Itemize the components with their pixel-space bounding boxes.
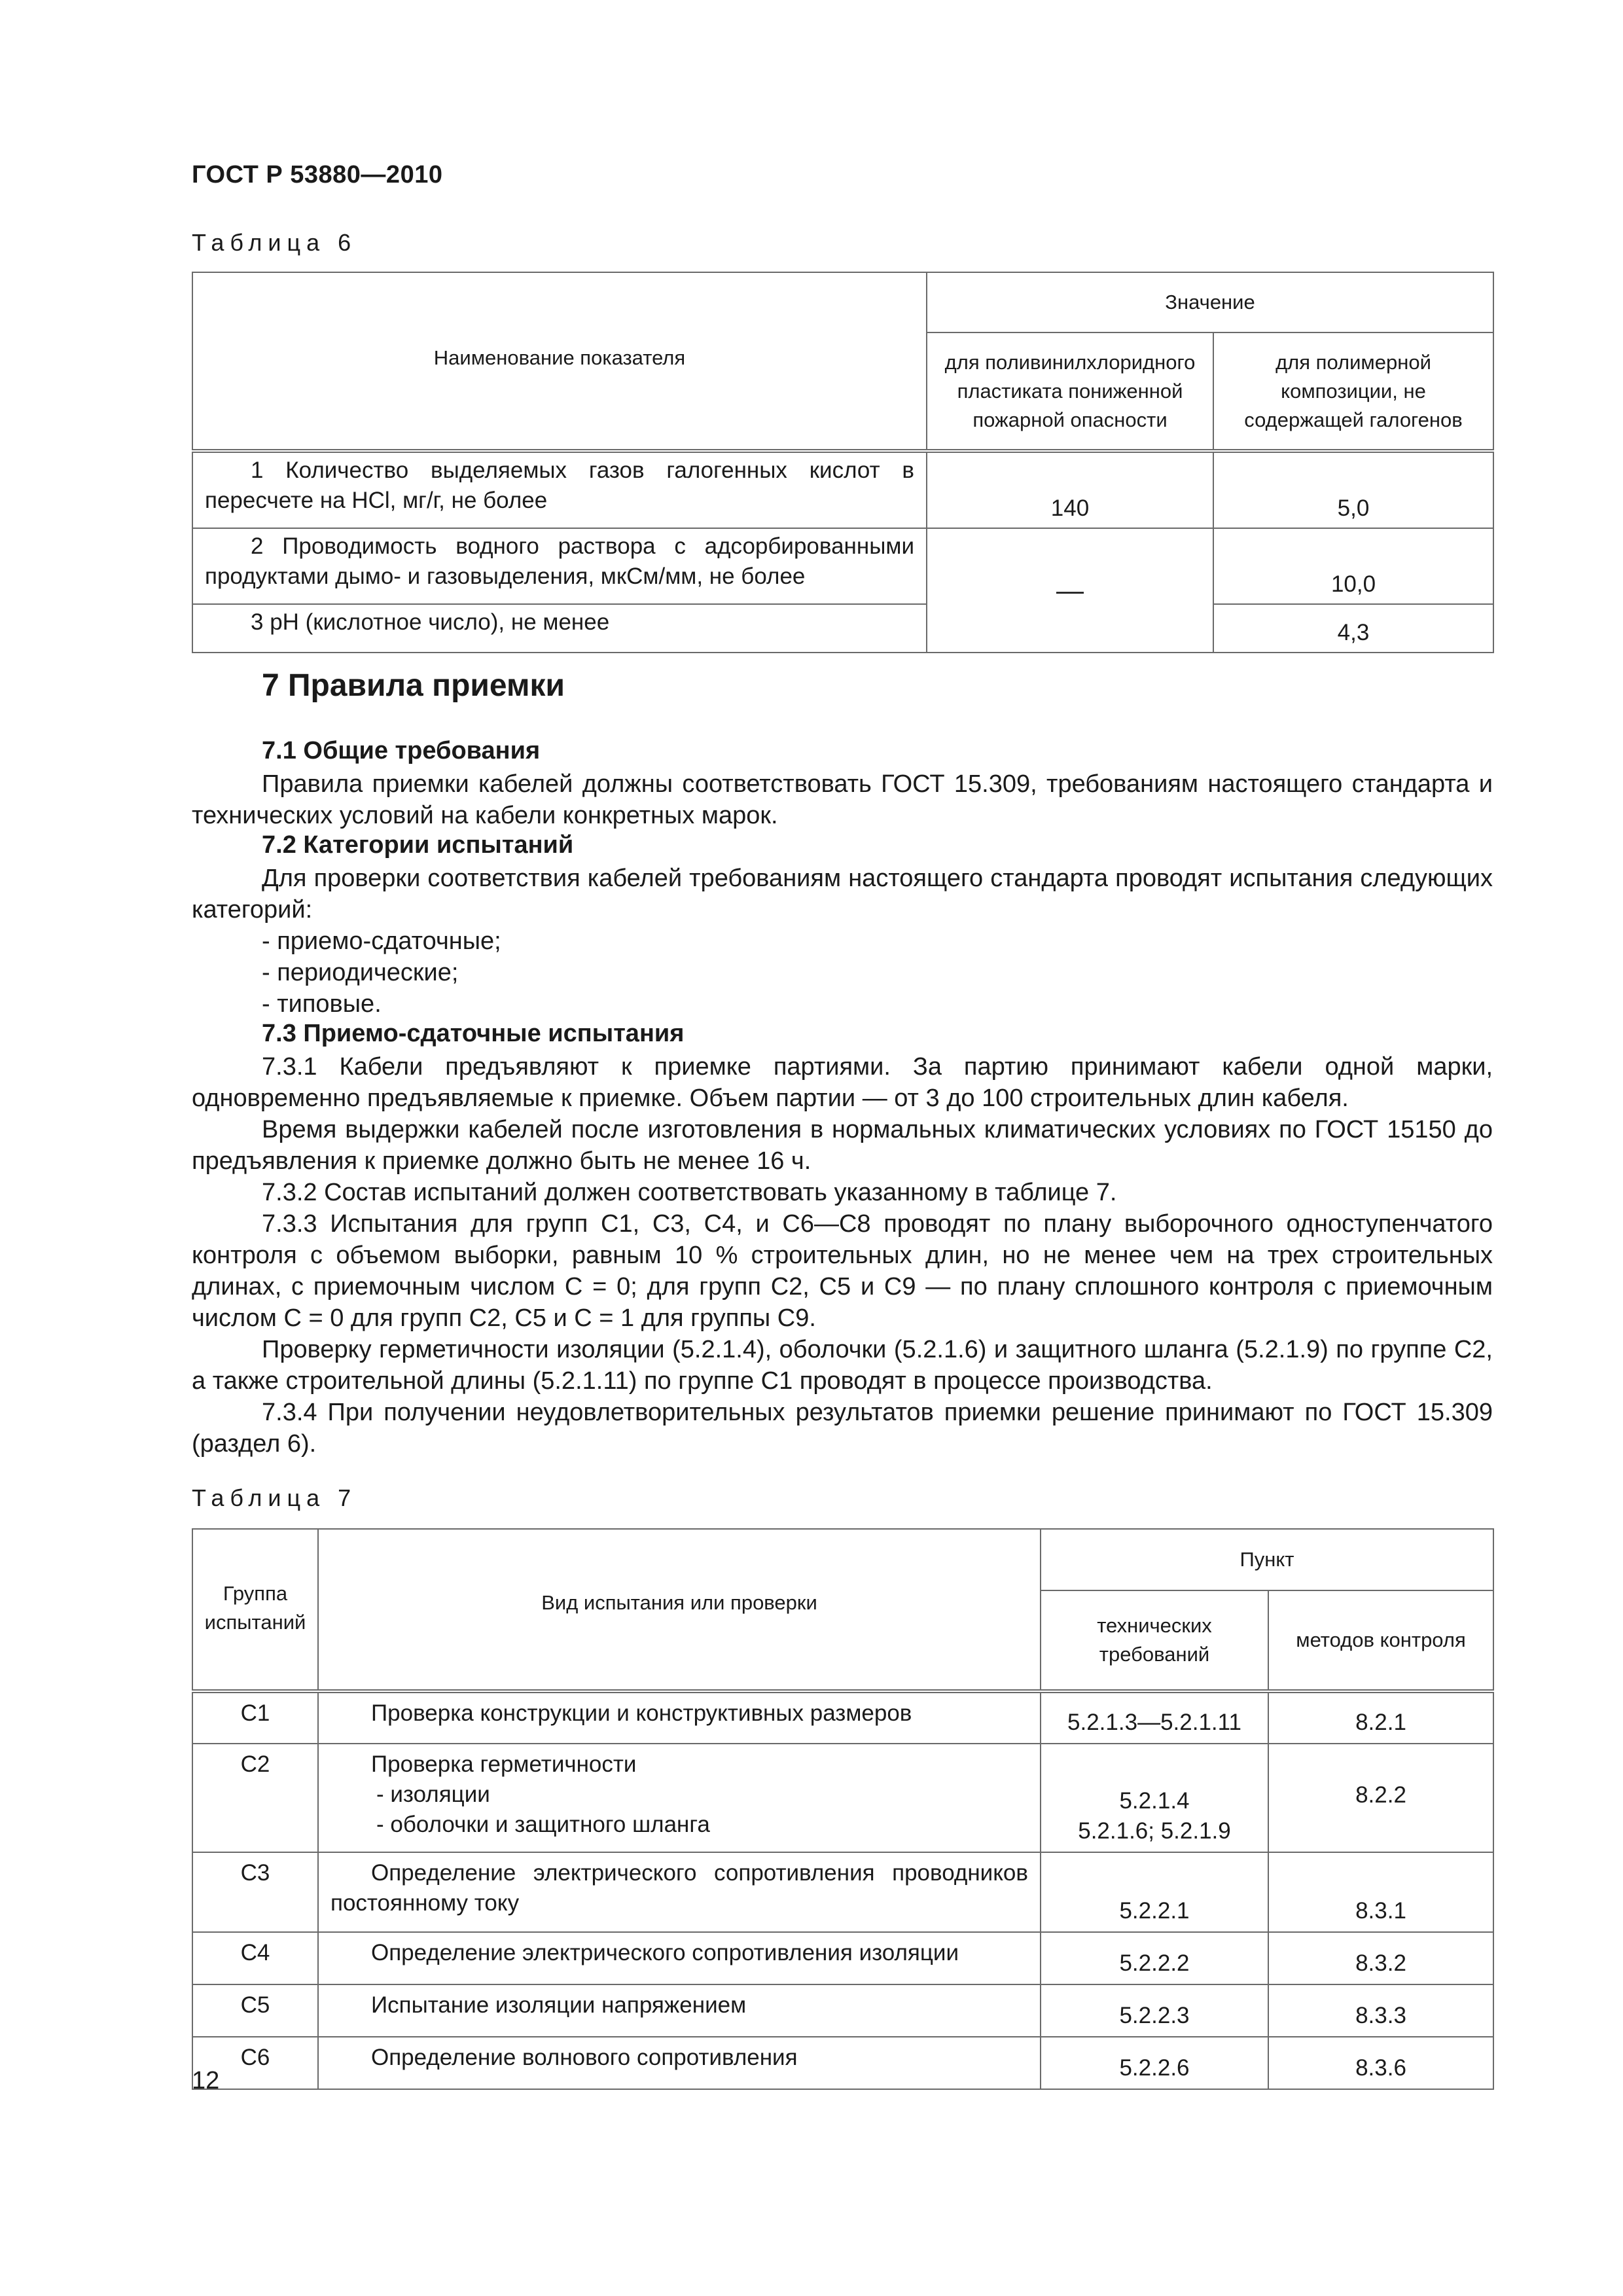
list-item: - периодические;	[262, 959, 459, 986]
paragraph-7-3-1-b: Время выдержки кабелей после изготовления в нормальных климатических условиях по ГОСТ 15150 до предъявления к приемке должно быть не менее 16 ч.	[192, 1116, 1493, 1175]
table7-row5-method: 8.3.3	[1268, 1984, 1493, 2037]
table7-header-group: Группа испытаний	[192, 1529, 318, 1691]
document-id: ГОСТ Р 53880—2010	[192, 161, 443, 188]
table7-header-methods: методов контроля	[1268, 1590, 1493, 1691]
table7-row2-kind-sub1: - изоляции	[376, 1782, 490, 1807]
table7-row5-kind: Испытание изоляции напряжением	[318, 1984, 1041, 2037]
table6-row2-pvc: —	[927, 528, 1213, 653]
table-row	[192, 1852, 1493, 1932]
table7-row2-kind-sub2: - оболочки и защитного шланга	[376, 1812, 710, 1837]
subsection-7-2-title: 7.2 Категории испытаний	[262, 831, 574, 859]
table7-row6-tech: 5.2.2.6	[1041, 2037, 1268, 2089]
table6-row2-name: 2 Проводимость водного раствора с адсорбированными продуктами дымо- и газовыделения, мкСм/мм, не более	[192, 528, 927, 604]
paragraph-7-1: Правила приемки кабелей должны соответствовать ГОСТ 15.309, требованиям настоящего стандарта и технических условий на кабели конкретных марок.	[192, 770, 1493, 829]
table6-row2-polymer: 10,0	[1213, 528, 1493, 604]
table7-row2-kind	[318, 1744, 1041, 1852]
table7-row2-tech-1: 5.2.1.4	[1119, 1788, 1190, 1814]
table7-caption: Таблица 7	[192, 1484, 357, 1511]
table7-row1-kind: Проверка конструкции и конструктивных размеров	[318, 1691, 1041, 1744]
table7-row2-group: С2	[192, 1744, 318, 1852]
table6-row3-name: 3 pH (кислотное число), не менее	[192, 604, 927, 653]
table7-row3-method: 8.3.1	[1268, 1852, 1493, 1932]
paragraph-7-2: Для проверки соответствия кабелей требованиям настоящего стандарта проводят испытания следующих категорий:	[192, 865, 1493, 924]
table7-row6-method: 8.3.6	[1268, 2037, 1493, 2089]
table-row	[192, 1932, 1493, 1984]
table7-row2-method: 8.2.2	[1268, 1744, 1493, 1852]
table6-header-pvc: для поливинилхлоридного пластиката пониженной пожарной опасности	[927, 332, 1213, 451]
table7-row4-method: 8.3.2	[1268, 1932, 1493, 1984]
table7-row2-kind-title: Проверка герметичности	[371, 1751, 637, 1777]
paragraph-7-3-3: 7.3.3 Испытания для групп С1, С3, С4, и С6—С8 проводят по плану выборочного одноступенчатого контроля с объемом выборки, равным 10 % строительных длин, но не менее чем на трех строительных длинах, с приемочным числом С = 0; для групп С2, С5 и С9 — по плану сплошного контроля с приемочным числом С = 0 для групп С2, С5 и С = 1 для группы С9.	[192, 1210, 1493, 1332]
table7-row6-kind: Определение волнового сопротивления	[318, 2037, 1041, 2089]
table6-row1-polymer: 5,0	[1213, 451, 1493, 528]
table7-header-kind: Вид испытания или проверки	[318, 1529, 1041, 1691]
table7-row3-kind: Определение электрического сопротивления проводников постоянному току	[318, 1852, 1041, 1932]
table-6	[192, 272, 1494, 653]
table7-row6-group: С6	[192, 2037, 318, 2089]
table6-row1-pvc: 140	[927, 451, 1213, 528]
table7-row2-tech	[1041, 1744, 1268, 1852]
paragraph-7-3-1: 7.3.1 Кабели предъявляют к приемке партиями. За партию принимают кабели одной марки, одновременно предъявляемые к приемке. Объем партии — от 3 до 100 строительных длин кабеля.	[192, 1053, 1493, 1112]
paragraph-7-3-2: 7.3.2 Состав испытаний должен соответствовать указанному в таблице 7.	[262, 1179, 1117, 1206]
table7-row4-group: С4	[192, 1932, 318, 1984]
table6-header-polymer: для полимерной композиции, не содержащей галогенов	[1213, 332, 1493, 451]
subsection-7-1-title: 7.1 Общие требования	[262, 737, 541, 764]
table-row	[192, 1691, 1493, 1744]
table-row	[192, 604, 1493, 653]
table7-row3-group: С3	[192, 1852, 318, 1932]
table7-row2-tech-2: 5.2.1.6; 5.2.1.9	[1078, 1818, 1231, 1844]
table-row	[192, 2037, 1493, 2089]
table7-row1-tech: 5.2.1.3—5.2.1.11	[1041, 1691, 1268, 1744]
table-row	[192, 1984, 1493, 2037]
table-7	[192, 1528, 1494, 2090]
table7-row1-group: С1	[192, 1691, 318, 1744]
table7-row4-kind: Определение электрического сопротивления изоляции	[318, 1932, 1041, 1984]
table7-row5-group: С5	[192, 1984, 318, 2037]
list-item: - типовые.	[262, 990, 382, 1018]
table7-row5-tech: 5.2.2.3	[1041, 1984, 1268, 2037]
table7-row1-method: 8.2.1	[1268, 1691, 1493, 1744]
list-item: - приемо-сдаточные;	[262, 927, 501, 955]
table6-header-name: Наименование показателя	[192, 272, 927, 451]
table7-header-clause: Пункт	[1041, 1529, 1493, 1590]
table6-header-value: Значение	[927, 272, 1493, 332]
table7-row4-tech: 5.2.2.2	[1041, 1932, 1268, 1984]
table-row	[192, 528, 1493, 604]
table6-row3-polymer: 4,3	[1213, 604, 1493, 653]
table-row	[192, 451, 1493, 528]
table6-row1-name: 1 Количество выделяемых газов галогенных кислот в пересчете на HCl, мг/г, не более	[192, 451, 927, 528]
paragraph-7-3-4: 7.3.4 При получении неудовлетворительных результатов приемки решение принимают по ГОСТ 15.309 (раздел 6).	[192, 1399, 1493, 1458]
page-number: 12	[192, 2067, 220, 2094]
table6-caption: Таблица 6	[192, 229, 357, 256]
subsection-7-3-title: 7.3 Приемо-сдаточные испытания	[262, 1020, 685, 1047]
table7-row3-tech: 5.2.2.1	[1041, 1852, 1268, 1932]
table-row	[192, 1744, 1493, 1852]
table7-header-tech: технических требований	[1041, 1590, 1268, 1691]
section-title: 7 Правила приемки	[262, 668, 565, 703]
paragraph-7-3-3-b: Проверку герметичности изоляции (5.2.1.4), оболочки (5.2.1.6) и защитного шланга (5.2.1.9) по группе С2, а также строительной длины (5.2.1.11) по группе С1 проводят в процессе производства.	[192, 1336, 1493, 1395]
